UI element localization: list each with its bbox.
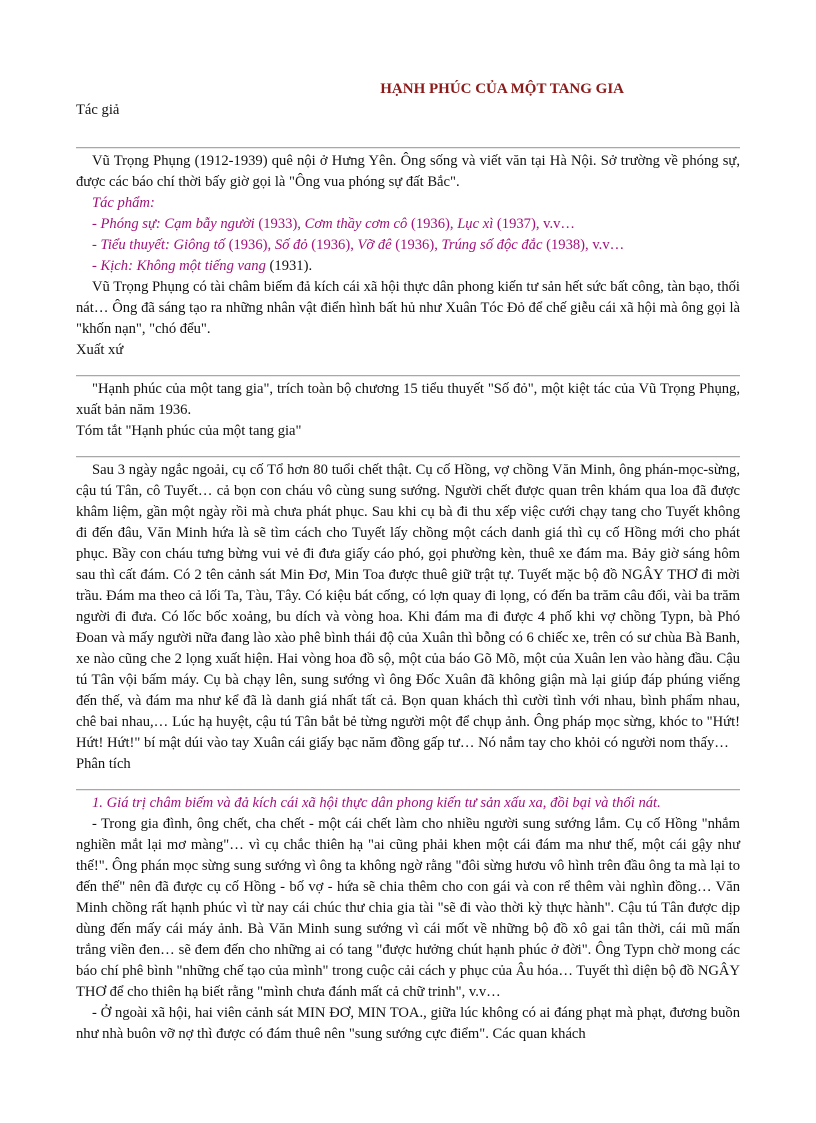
works-item-drama: - Kịch: Không một tiếng vang (1931). — [92, 258, 313, 274]
works-item-novel: - Tiểu thuyết: Giông tố (1936), Số đỏ (1936), Vỡ đê (1936), Trúng số độc đắc (1938), v.v… — [92, 237, 625, 253]
page-title: HẠNH PHÚC CỦA MỘT TANG GIA — [380, 81, 624, 97]
section-label-analysis: Phân tích — [76, 756, 131, 772]
analysis-para-family: - Trong gia đình, ông chết, cha chết - một cái chết làm cho nhiều người sung sướng lắm. Cụ cố Hồng "nhắm nghiền mắt lại mơ màng"… vì cụ chắc thiên hạ "ai cũng phải khen một cái đám ma như thế, một cái gậy như thế!". Ông phán mọc sừng sung sướng vì ông ta không ngờ rằng "đôi sừng hươu vô hình trên đầu ông ta mà lại to đến thế" nên đã được cụ cố Hồng - bố vợ - hứa sẽ chia thêm cho con gái và con rể thêm vài nghìn đồng… Văn Minh chồng rất hạnh phúc vì từ nay cái chúc thư chia gia tài "sẽ đi vào thời kỳ thực hành". Cậu tú Tân được dịp dùng đến mấy cái máy ảnh. Bà Văn Minh sung sướng vì cái mốt về những bộ đồ xô gai tân thời, cái mũ mấn trắng viền đen… sẽ đem đến cho những ai có tang "được hưởng chút hạnh phúc ở đời". Ông Typn chờ mong các báo chí phê bình "những chế tạo của mình" trong cuộc cải cách y phục của Âu hóa… Tuyết thì diện bộ đồ NGÂY THƠ để cho thiên hạ biết rằng "mình chưa đánh mất cả chữ trinh", v.v… — [76, 816, 740, 1000]
section-label-summary: Tóm tắt "Hạnh phúc của một tang gia" — [76, 423, 302, 439]
section-label-author: Tác giả — [76, 102, 120, 118]
document-page — [76, 78, 740, 1045]
works-heading: Tác phẩm: — [92, 195, 155, 211]
works-item-reportage: - Phóng sự: Cạm bẫy người (1933), Cơm thầy cơm cô (1936), Lục xì (1937), v.v… — [92, 216, 576, 232]
section-label-origin: Xuất xứ — [76, 342, 124, 358]
analysis-heading: 1. Giá trị châm biếm và đả kích cái xã hội thực dân phong kiến tư sản xấu xa, đồi bại và thối nát. — [92, 795, 661, 811]
summary-text: Sau 3 ngày ngắc ngoải, cụ cố Tổ hơn 80 tuổi chết thật. Cụ cố Hồng, vợ chồng Văn Minh, ông phán-mọc-sừng, cậu tú Tân, cô Tuyết… cả bọn con cháu vô cùng sung sướng. Người chết được quan trên khám qua loa đã được khâm liệm, gần một ngày rồi mà chưa phát phục. Sau khi cụ bà đi thu xếp việc cưới chạy tang cho Tuyết không đi đến đâu, Văn Minh hứa là sẽ tìm cách cho Tuyết lấy chồng một cách danh giá thì cụ cố Hồng mới cho phát phục. Bầy con cháu tưng bừng vui vẻ đi đưa giấy cáo phó, gọi phường kèn, thuê xe đám ma. Bảy giờ sáng hôm sau thì cất đám. Có 2 tên cảnh sát Min Đơ, Min Toa được thuê giữ trật tự. Tuyết mặc bộ đồ NGÂY THƠ đi mời trầu. Đám ma theo cả lối Ta, Tàu, Tây. Có kiệu bát cống, có lợn quay đi lọng, có đến ba trăm câu đối, vài ba trăm người đi đưa. Có lốc bốc xoảng, bu dích và vòng hoa. Khi đám ma đi được 4 phố khi vợ chồng Typn, bà Phó Đoan và mấy người nữa đang lào xào phê bình thái độ của Xuân thì bỗng có 6 chiếc xe, trên có sư chùa Bà Banh, xe nào cũng che 2 lọng xuất hiện. Hai vòng hoa đồ sộ, một của báo Gõ Mõ, một của Xuân len vào hàng đầu. Cậu tú Tân vội bấm máy. Cụ bà chạy lên, sung sướng vì ông Đốc Xuân đã không giận mà lại giúp đáp phúng viếng đến thế, và đám ma như kể đã là danh giá nhất tất cả. Bọn quan khách thì cười tình với nhau, bình phẩm nhau, chê bai nhau,… Lúc hạ huyệt, cậu tú Tân bắt bẻ từng người một để chụp ảnh. Ông pháp mọc sừng, khóc to "Hứt! Hứt! Hứt!" bí mật dúi vào tay Xuân cái giấy bạc năm đồng gấp tư… Nó nắm tay cho khỏi có người nom thấy… — [76, 462, 740, 751]
analysis-para-society: - Ở ngoài xã hội, hai viên cảnh sát MIN ĐƠ, MIN TOA., giữa lúc không có ai đáng phạt mà phạt, đương buồn như nhà buôn vỡ nợ thì được có đám thuê nên "sung sướng cực điểm". Các quan khách — [76, 1005, 740, 1042]
author-closing: Vũ Trọng Phụng có tài châm biếm đả kích cái xã hội thực dân phong kiến tư sản hết sức bất công, tàn bạo, thối nát… Ông đã sáng tạo ra những nhân vật điển hình bất hủ như Xuân Tóc Đỏ để chế giễu cái xã hội mà ông gọi là "khốn nạn", "chó đểu". — [76, 279, 740, 337]
author-intro: Vũ Trọng Phụng (1912-1939) quê nội ở Hưng Yên. Ông sống và viết văn tại Hà Nội. Sở trường về phóng sự, được các báo chí thời bấy giờ gọi là "Ông vua phóng sự đất Bắc". — [76, 153, 740, 190]
origin-text: "Hạnh phúc của một tang gia", trích toàn bộ chương 15 tiểu thuyết "Số đỏ", một kiệt tác của Vũ Trọng Phụng, xuất bản năm 1936. — [76, 381, 740, 418]
